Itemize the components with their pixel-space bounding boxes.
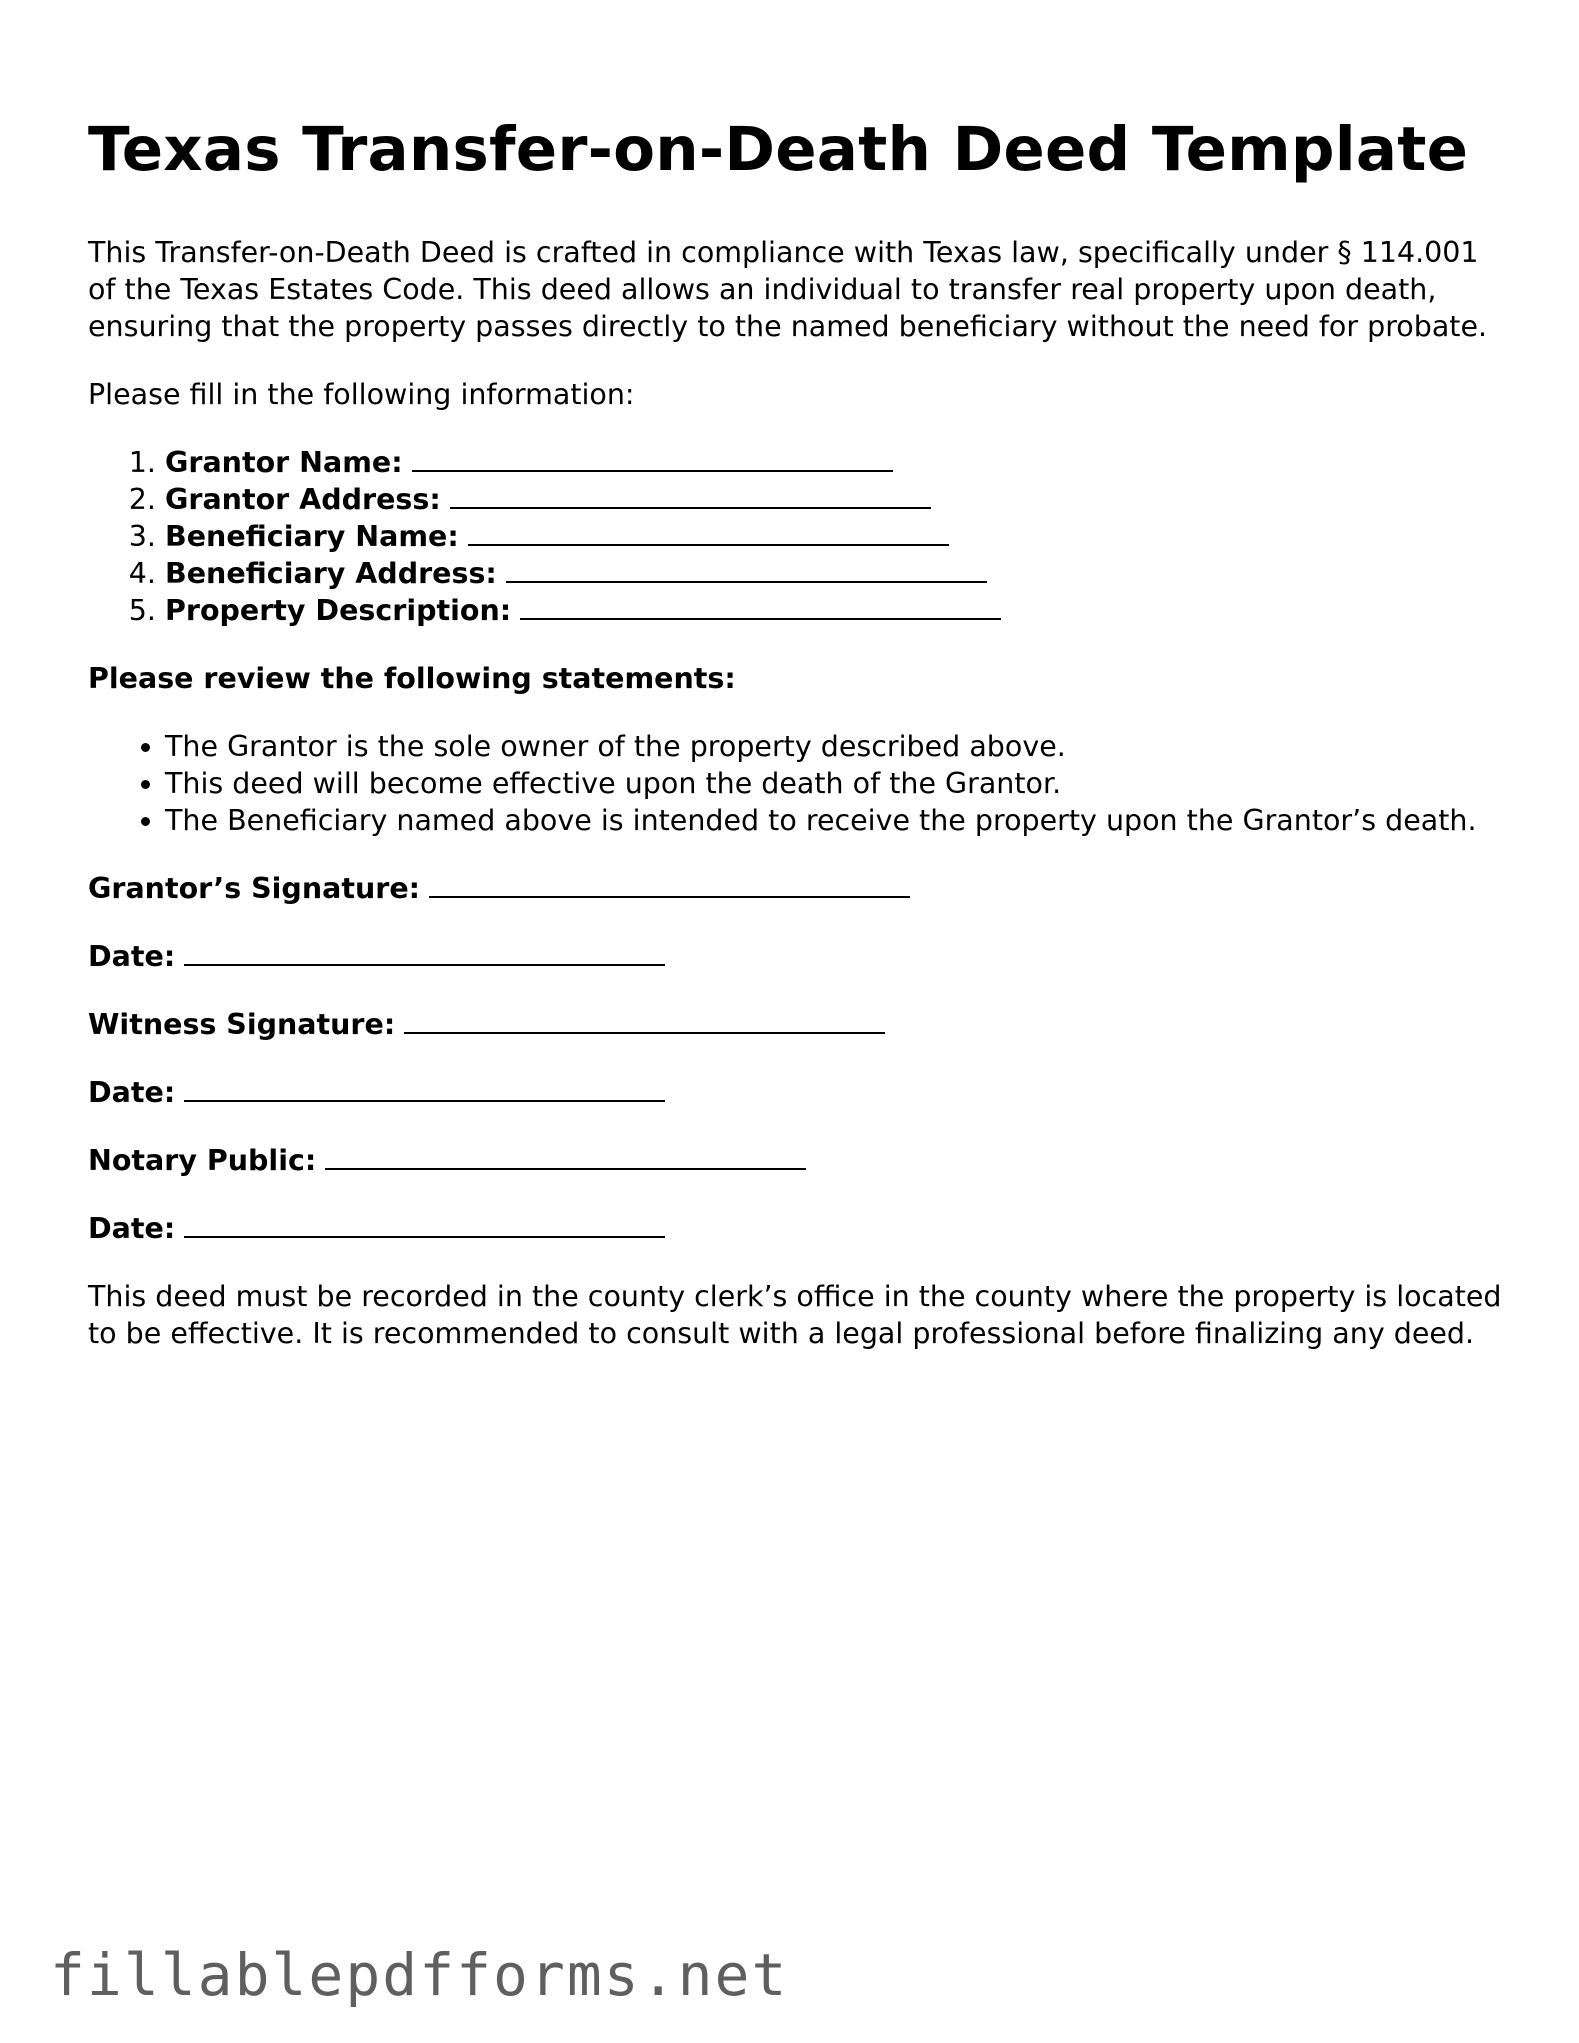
date-label: Date: [88,1212,176,1245]
grantor-date-line [88,938,1508,975]
intro-paragraph: This Transfer-on-Death Deed is crafted in compliance with Texas law, specifically under § 114.001 of the Texas Estates Code. This deed allows an individual to transfer real property upon death, ensuring that the property passes directly to the named beneficiary without the need for probate. [88,236,1488,343]
notary-date-blank[interactable] [184,1212,665,1238]
grantor-signature-line [88,870,1508,907]
witness-signature-blank[interactable] [404,1008,885,1034]
property-description-blank[interactable] [520,594,1001,620]
grantor-signature-blank[interactable] [429,872,910,898]
field-label: Beneficiary Name: [165,520,459,553]
fill-prompt: Please fill in the following information: [88,378,635,411]
notary-public-blank[interactable] [325,1144,806,1170]
grantor-name-blank[interactable] [412,446,893,472]
field-grantor-name [165,444,1508,481]
field-label: Grantor Address: [165,483,441,516]
document-page [88,108,1508,1352]
review-heading: Please review the following statements: [88,662,736,695]
beneficiary-name-blank[interactable] [468,520,949,546]
statements-list [88,728,1508,839]
closing-paragraph: This deed must be recorded in the county clerk’s office in the county where the property is located to be effective. It is recommended to consult with a legal professional before finalizing any deed. [88,1280,1502,1350]
field-beneficiary-name [165,518,1508,555]
statement-item: • The Grantor is the sole owner of the property described above. [165,728,1508,765]
notary-public-line [88,1142,1508,1179]
field-label: Property Description: [165,594,512,627]
notary-date-line [88,1210,1508,1247]
signature-label: Notary Public: [88,1144,317,1177]
beneficiary-address-blank[interactable] [506,557,987,583]
field-label: Beneficiary Address: [165,557,497,590]
signature-label: Grantor’s Signature: [88,872,421,905]
date-label: Date: [88,940,176,973]
document-title: Texas Transfer-on-Death Deed Template [88,114,1469,185]
field-grantor-address [165,481,1508,518]
field-property-description [165,592,1508,629]
date-label: Date: [88,1076,176,1109]
statement-item: • This deed will become effective upon the death of the Grantor. [165,765,1508,802]
field-beneficiary-address [165,555,1508,592]
grantor-date-blank[interactable] [184,940,665,966]
field-label: Grantor Name: [165,446,403,479]
witness-signature-line [88,1006,1508,1043]
witness-date-blank[interactable] [184,1076,665,1102]
information-fields-list [88,444,1508,629]
witness-date-line [88,1074,1508,1111]
watermark: fillablepdfforms.net [50,1941,789,2009]
grantor-address-blank[interactable] [450,483,931,509]
signature-label: Witness Signature: [88,1008,396,1041]
statement-item: • The Beneficiary named above is intended to receive the property upon the Grantor’s death. [165,802,1508,839]
